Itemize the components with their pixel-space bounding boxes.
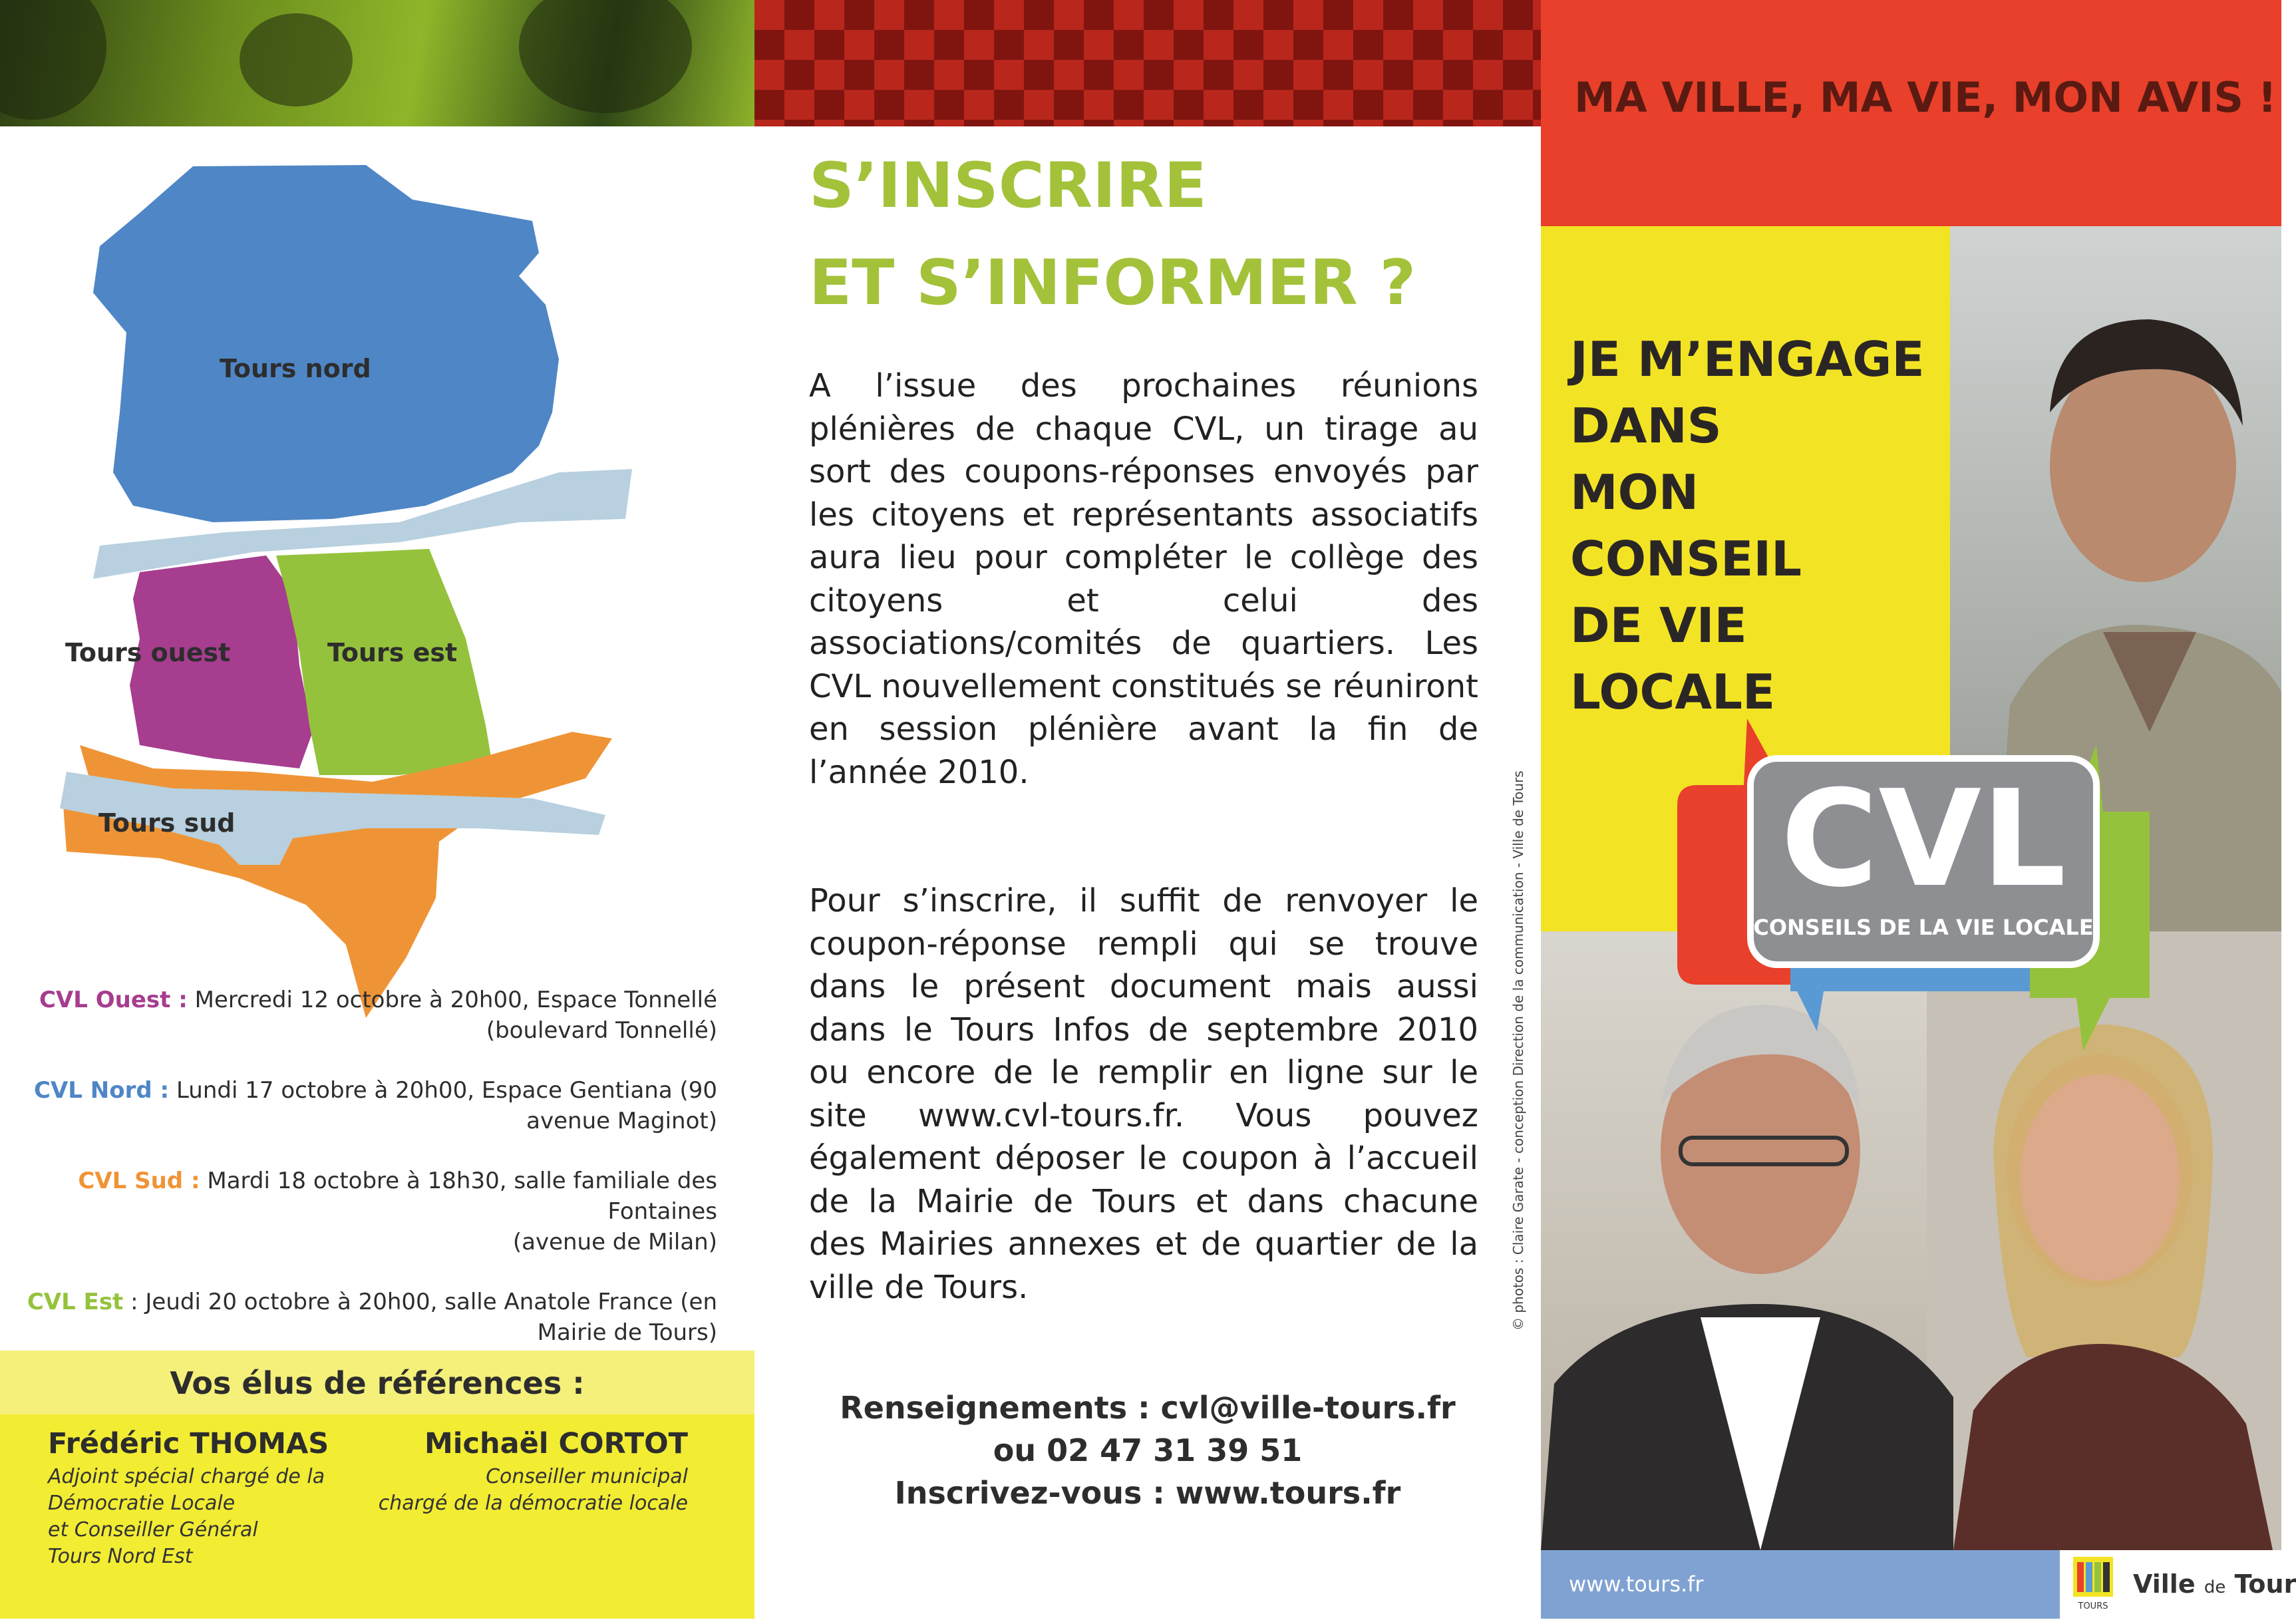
middle-panel [754, 0, 1541, 1619]
engage-line: DE VIE [1570, 597, 1747, 653]
tours-city-logo-icon [2073, 1557, 2113, 1613]
elu2-role [379, 1464, 688, 1517]
ville-prefix: Ville [2133, 1569, 2196, 1599]
elu2-name: Michaël CORTOT [424, 1427, 688, 1460]
session-details: Mercredi 12 octobre à 20h00, Espace Tonnellé [187, 987, 717, 1013]
cvl-logo [1671, 719, 2156, 1051]
label-tours-nord: Tours nord [220, 354, 371, 383]
engage-headline [1570, 326, 1943, 725]
map-region-nord [93, 165, 559, 522]
label-tours-sud: Tours sud [98, 808, 236, 838]
elu2-role-line: chargé de la démocratie locale [378, 1492, 688, 1515]
session-cvl-name: CVL Nord : [34, 1077, 170, 1104]
left-panel [0, 0, 754, 1619]
tours-logo-text: TOURS [2078, 1601, 2108, 1611]
session-ouest [20, 985, 717, 1046]
cover-panel [1541, 0, 2296, 1619]
elus-title: Vos élus de références : [170, 1365, 585, 1401]
district-map [53, 160, 665, 1005]
header-photo-green [0, 0, 754, 126]
engage-line: JE M’ENGAGE [1570, 331, 1925, 387]
ville-de: de [2204, 1577, 2226, 1597]
heading-line2: ET S’INFORMER ? [809, 247, 1416, 319]
session-details-line2: (boulevard Tonnellé) [486, 1017, 717, 1044]
paragraph-inscription: Pour s’inscrire, il suffit de renvoyer le coupon-réponse rempli qui se trouve dans le présent document mais aussi dans le Tours Infos de septembre 2010 ou encore de le remplir en ligne sur le site www.cvl-tours.fr. Vous pouvez également déposer le coupon à l’accueil de la Mairie de Tours et dans chacune des Mairies annexes et de quartier de la ville de Tours. [809, 882, 1478, 1306]
session-sud [20, 1166, 717, 1257]
elu1-role-line: Démocratie Locale [48, 1492, 236, 1515]
label-tours-est: Tours est [327, 638, 458, 667]
ville-de-tours [2133, 1550, 2296, 1619]
elu2-role-line: Conseiller municipal [486, 1465, 688, 1488]
header-photo-chessboard [754, 0, 1541, 126]
cvl-logo-subtitle: CONSEILS DE LA VIE LOCALE [1753, 915, 2094, 940]
photo-credit: © photos : Claire Garate - conception Direction de la communication - Ville de Tours [1510, 770, 1526, 1331]
session-cvl-name: CVL Ouest : [39, 987, 188, 1013]
contact-email: Renseignements : cvl@ville-tours.fr [840, 1390, 1456, 1426]
engage-line: MON CONSEIL [1570, 464, 1802, 587]
session-list [20, 985, 717, 1377]
session-cvl-name: CVL Sud : [78, 1168, 200, 1194]
session-details: Lundi 17 octobre à 20h00, Espace Gentiana (90 [169, 1077, 717, 1104]
session-est [20, 1287, 717, 1348]
paragraph-tirage: A l’issue des prochaines réunions plénières de chaque CVL, un tirage au sort des coupons-réponses envoyés par les citoyens et représentants associatifs aura lieu pour compléter le collège des citoyens et celui des associations/comités de quartiers. Les CVL nouvellement constitués se réuniront en session plénière avant la fin de l’année 2010. [809, 367, 1478, 791]
elu1-role-line: et Conseiller Général [48, 1518, 258, 1541]
heading-line1: S’INSCRIRE [809, 150, 1207, 222]
session-details-line2: (avenue de Milan) [512, 1229, 717, 1255]
elu1-role-line: Tours Nord Est [48, 1545, 193, 1568]
session-details-line2: Mairie de Tours) [537, 1319, 717, 1346]
elu1-name: Frédéric THOMAS [48, 1427, 329, 1460]
contact-phone: ou 02 47 31 39 51 [993, 1432, 1303, 1468]
session-nord [20, 1075, 717, 1136]
elu1-role [48, 1464, 325, 1570]
elu1-role-line: Adjoint spécial chargé de la [48, 1465, 325, 1488]
ville-name: Tour [2234, 1569, 2296, 1599]
session-details: Mardi 18 octobre à 18h30, salle familiale des Fontaines [200, 1168, 717, 1225]
session-details: : Jeudi 20 octobre à 20h00, salle Anatole France (en [123, 1289, 717, 1315]
engage-line: DANS [1570, 398, 1722, 454]
slogan: MA VILLE, MA VIE, MON AVIS ! [1574, 73, 2277, 122]
session-details-line2: avenue Maginot) [526, 1108, 717, 1134]
footer-url-link[interactable]: www.tours.fr [1541, 1550, 2060, 1619]
session-cvl-name: CVL Est [27, 1289, 124, 1315]
contact-website: Inscrivez-vous : www.tours.fr [894, 1475, 1401, 1511]
cvl-logo-title: CVL [1780, 762, 2066, 917]
label-tours-ouest: Tours ouest [65, 638, 231, 667]
engage-line: LOCALE [1570, 664, 1776, 720]
